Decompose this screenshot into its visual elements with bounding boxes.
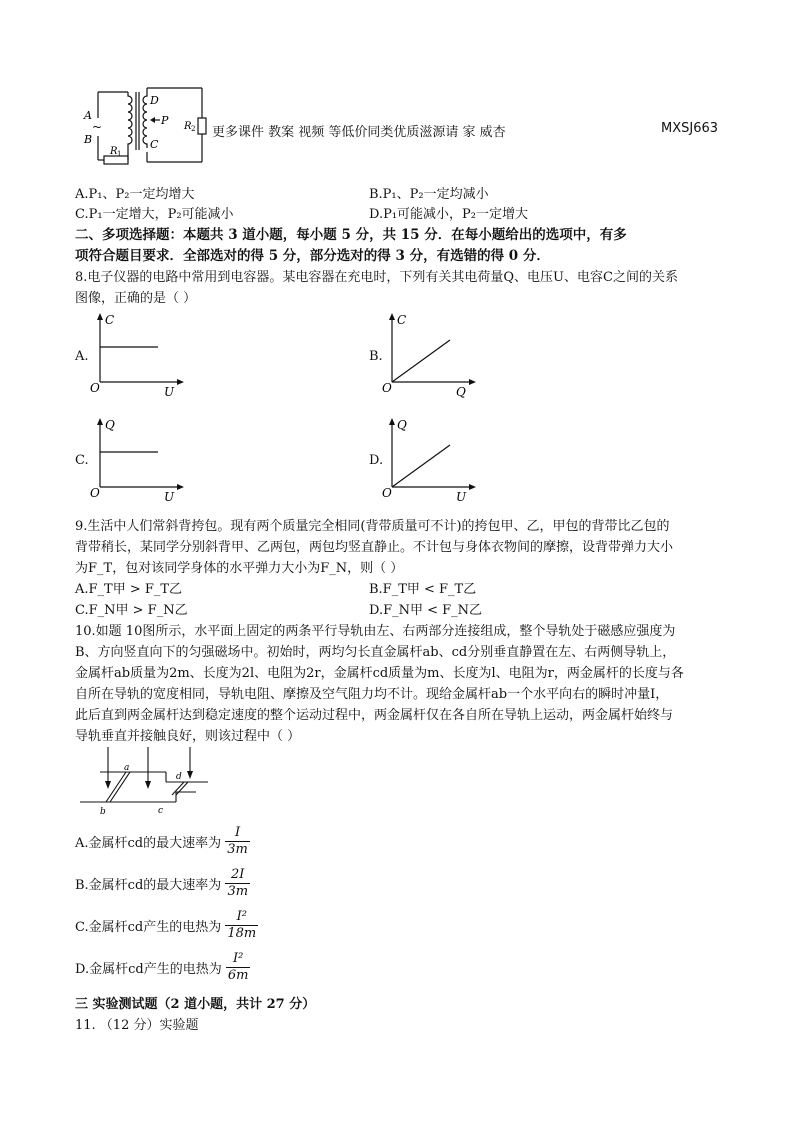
q10-stem-line3: 金属杆ab质量为2m、长度为2l、电阻为2r，金属杆cd质量为m、长度为l、电阻为r，两金属杆的长度与各 [75, 666, 684, 681]
q10-stem-line4: 自所在导轨的宽度相同，导轨电阻、摩擦及空气阻力均不计。现给金属杆ab一个水平向右的瞬时冲量I， [75, 687, 669, 702]
q9-option-a: A.F_T甲 > F_T乙 [75, 582, 183, 597]
transformer-circuit-diagram [80, 82, 210, 174]
q10-option-a-fraction: $\frac{I}{3m}$ [227, 825, 248, 857]
label-B: B [84, 133, 93, 146]
q8-graph-c-xlabel: U [164, 490, 175, 504]
label-C: C [150, 138, 159, 151]
q8-graph-d-ylabel: Q [397, 418, 407, 432]
q10-option-a [75, 825, 250, 858]
q10-option-d [75, 951, 250, 984]
q8-graph-a-label: A. [75, 349, 89, 364]
q10-stem-line6: 导轨垂直并接触良好，则该过程中（ ） [75, 729, 301, 744]
label-R2: R [184, 121, 192, 132]
q8-graph-b-xlabel: Q [456, 385, 466, 399]
q8-graph-d-xlabel: U [456, 490, 467, 504]
q9-stem-line3: 为F_T，包对该同学身体的水平弹力大小为F_N，则（ ） [75, 561, 404, 576]
ad-code: MXSJ663 [661, 121, 719, 136]
label-A: A [84, 109, 92, 122]
q8-graph-b-ylabel: C [397, 313, 407, 327]
label-R1-sub: 1 [117, 150, 122, 158]
q8-graph-b [380, 310, 480, 400]
q7-option-b: B.P₁、P₂一定均减小 [369, 187, 489, 202]
q10-option-d-text: D.金属杆cd产生的电热为 [75, 962, 222, 977]
q8-graph-a-xlabel: U [164, 385, 175, 399]
q10-option-c-text: C.金属杆cd产生的电热为 [75, 920, 222, 935]
ad-text: 更多课件 教案 视频 等低价同类优质滋源请 家 威杏 [212, 125, 506, 140]
q7-option-c: C.P₁一定增大，P₂可能减小 [75, 207, 234, 222]
q9-option-d: D.F_N甲 < F_N乙 [369, 603, 483, 618]
q8-graph-c-label: C. [75, 453, 89, 468]
q8-graph-a-ylabel: C [105, 313, 115, 327]
q8-graph-c [88, 415, 188, 505]
q8-graph-a-origin: O [90, 381, 100, 395]
q10-option-d-fraction: $\frac{\text{I²}}{6m}$ [227, 951, 249, 983]
q10-option-b-text: B.金属杆cd的最大速率为 [75, 878, 222, 893]
q8-graph-b-line [392, 340, 450, 382]
q8-graph-a [88, 310, 188, 400]
q8-graph-c-ylabel: Q [105, 418, 115, 432]
label-D: D [150, 94, 159, 107]
section3-heading: 三 实验测试题（2 道小题，共计 27 分） [75, 997, 316, 1012]
q9-stem-line2: 背带稍长，某同学分别斜背甲、乙两包，两包均竖直静止。不计包与身体衣物间的摩擦，设背带弹力大小 [75, 540, 674, 555]
label-tilde: ~ [92, 120, 103, 134]
q8-graph-d-line [392, 445, 450, 487]
q8-graph-b-origin: O [382, 381, 392, 395]
q10-option-c [75, 909, 258, 942]
q8-graph-d [380, 415, 480, 505]
q10-option-c-fraction: $\frac{\text{I²}}{18m}$ [227, 909, 257, 941]
section2-line2: 项符合题目要求．全部选对的得 5 分，部分选对的得 3 分，有选错的得 0 分． [75, 248, 550, 264]
q10-stem-line1: 10.如题 10图所示，水平面上固定的两条平行导轨由左、右两部分连接组成，整个导轨处于磁感应强度为 [75, 624, 676, 639]
q10-label-a: a [124, 763, 130, 773]
q7-option-d: D.P₁可能减小，P₂一定增大 [369, 207, 529, 222]
q8-stem-line1: 8.电子仪器的电路中常用到电容器。某电容器在充电时，下列有关其电荷量Q、电压U、电容C之间的关系 [75, 270, 678, 285]
q10-option-a-text: A.金属杆cd的最大速率为 [75, 836, 222, 851]
q9-stem-line1: 9.生活中人们常斜背挎包。现有两个质量完全相同(背带质量可不计)的挎包甲、乙，甲包的背带比乙包的 [75, 519, 670, 534]
q8-graph-c-origin: O [90, 486, 100, 500]
q10-option-b [75, 867, 250, 900]
q10-stem-line5: 此后直到两金属杆达到稳定速度的整个运动过程中，两金属杆仅在各自所在导轨上运动，两金属杆始终与 [75, 708, 674, 723]
label-R1: R [110, 146, 118, 157]
label-P: P [161, 114, 169, 127]
q10-label-b: b [100, 807, 106, 817]
q10-stem-line2: B、方向竖直向下的匀强磁场中。初始时，两均匀长直金属杆ab、cd分别垂直静置在左、右两侧导轨上， [75, 645, 676, 660]
q10-rails-figure [78, 745, 213, 820]
q10-option-b-fraction: $\frac{2I}{3m}$ [227, 867, 249, 899]
q8-stem-line2: 图像，正确的是（ ） [75, 291, 197, 306]
q11-heading: 11. （12 分）实验题 [75, 1018, 199, 1033]
q10-label-c: c [158, 806, 164, 816]
q8-graph-d-origin: O [382, 486, 392, 500]
section2-line1: 二、多项选择题：本题共 3 道小题，每小题 5 分，共 15 分．在每小题给出的选项中，有多 [75, 227, 627, 243]
q7-option-a: A.P₁、P₂一定均增大 [75, 187, 195, 202]
q8-graph-b-label: B. [369, 349, 383, 364]
q8-graph-d-label: D. [369, 453, 384, 468]
label-R2-sub: 2 [191, 125, 196, 133]
q9-option-c: C.F_N甲 > F_N乙 [75, 603, 188, 618]
q10-label-d: d [176, 772, 182, 782]
q9-option-b: B.F_T甲 < F_T乙 [369, 582, 477, 597]
